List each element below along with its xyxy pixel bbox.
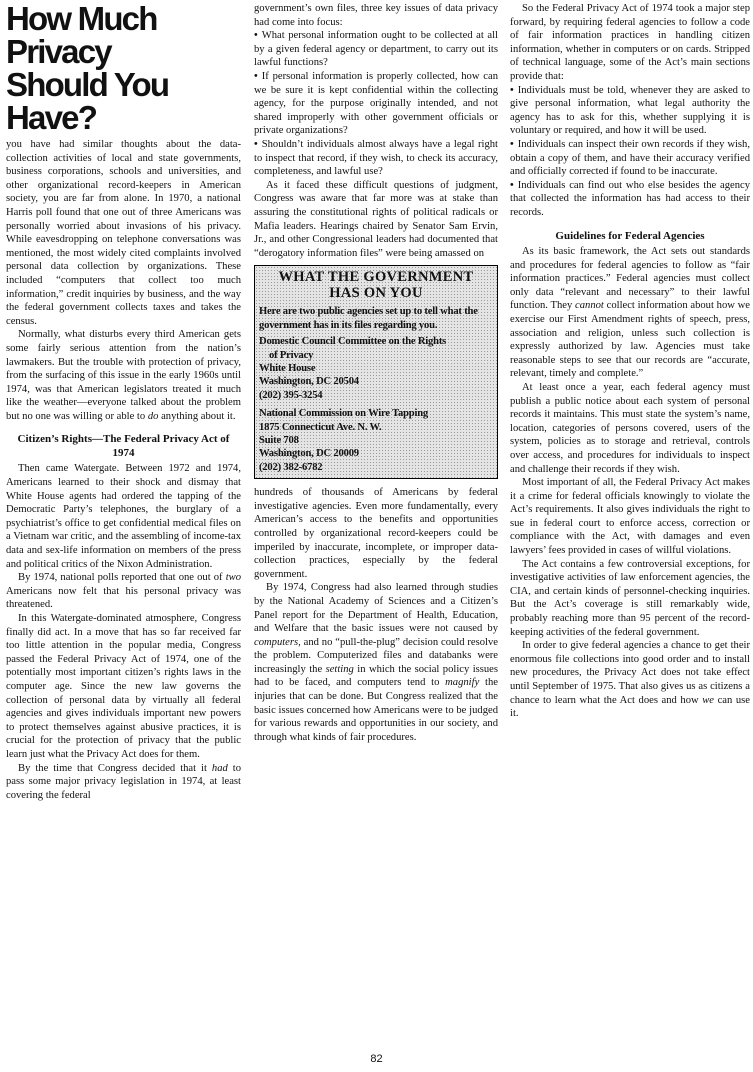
paragraph: hundreds of thousands of Americans by federal investigative agencies. Even more fundamentally, every American’s access to the benefits and opportunities controlled by organizational record-keepers could be imperiled by inaccurate, incomplete, or improper data-collection practices, especially by the federal government. bbox=[254, 487, 498, 580]
paragraph: Most important of all, the Federal Privacy Act makes it a crime for federal officials knowingly to violate the Act’s requirements. It also gives individuals the right to sue in federal court to enforce access, correction or compliance with the Act, with damages and even lawyers’ fees provided in cases of willful violations. bbox=[510, 477, 750, 557]
section-heading: Guidelines for Federal Agencies bbox=[555, 229, 705, 242]
agency-2-address: 1875 Connecticut Ave. N. W. bbox=[259, 421, 382, 433]
box-heading-line-2: HAS ON YOU bbox=[329, 285, 423, 302]
column-3 bbox=[510, 2, 750, 721]
text-run: By 1974, national polls reported that one out of bbox=[18, 572, 226, 584]
box-heading-line-1: WHAT THE GOVERNMENT bbox=[278, 269, 474, 286]
paragraph bbox=[6, 328, 241, 423]
emphasis: setting bbox=[325, 663, 354, 675]
text-run: the injuries that can be done. But Congress realized that the basic issues concerned how Americans were to be judged for various rewards and opportunities in our society, and through what kinds of fair procedures. bbox=[254, 677, 498, 743]
agency-2-phone: (202) 382-6782 bbox=[259, 461, 323, 473]
agency-2-suite: Suite 708 bbox=[259, 434, 299, 446]
emphasis: magnify bbox=[445, 677, 480, 689]
agency-1-address: White House bbox=[259, 362, 316, 374]
agency-2-city: Washington, DC 20009 bbox=[259, 448, 359, 460]
title-line-2: Should You Have? bbox=[6, 66, 169, 136]
text-run: By the time that Congress decided that it bbox=[18, 762, 212, 774]
paragraph bbox=[6, 762, 241, 803]
section-heading: Citizen’s Rights—The Federal Privacy Act of 1974 bbox=[17, 433, 230, 459]
text-run: In order to give federal agencies a chance to get their enormous file collections into good order and to install new procedures, the Privacy Act does not take effect until September of 1975. That also gives us as citizens a chance to learn what the Act does and how bbox=[510, 640, 750, 706]
emphasis: do bbox=[147, 410, 159, 422]
paragraph: So the Federal Privacy Act of 1974 took a major step forward, by requiring federal agencies to follow a code of fair information practices in handling citizen information, whether in computers or on cards. Stripped of technical language, some of the Act’s main sections provide that: bbox=[510, 3, 750, 82]
list-item: • Individuals must be told, whenever they are asked to give personal information, what legal authority the agency has to ask for this, whether supplying it is voluntary or required, and how it will be used. bbox=[510, 84, 750, 138]
paragraph: In this Watergate-dominated atmosphere, Congress finally did act. In a move that has so far received far too little attention in the popular media, Congress passed the Federal Privacy Act of 1974, one of the potentially most important citizen’s rights laws in the computer age. Since the new law governs the collection of personal data by virtually all federal agencies and gives individuals important new powers to protect themselves against abusive practices, it is crucial for the protection of privacy that the public learn just what the Privacy Act does for them. bbox=[6, 613, 241, 760]
paragraph: The Act contains a few controversial exceptions, for investigative activities of law enforcement agencies, the CIA, and certain kinds of personnel-checking inquiries. But the Act’s coverage is still remarkably wide, probably reaching more than 95 percent of the record-keeping activities of the federal government. bbox=[510, 558, 750, 638]
emphasis: cannot bbox=[575, 300, 604, 312]
text-run: and no “pull-the-plug” decision could resolve the problem. Computerized files and databanks were increasingly the bbox=[254, 636, 498, 675]
bullet-list bbox=[254, 29, 498, 179]
text-run: to pass some major privacy legislation in 1974, at least covering the federal bbox=[6, 762, 242, 801]
text-run: As its basic framework, the Act sets out standards and procedures for federal agencies to follow as “fair information practices.” Federal agencies must collect only data “relevant and necessary” to their lawful function. They bbox=[510, 246, 750, 312]
box-heading bbox=[259, 269, 493, 301]
text-run: can use it. bbox=[510, 694, 750, 720]
column-2 bbox=[254, 2, 498, 744]
agency-1-phone: (202) 395-3254 bbox=[259, 389, 323, 401]
emphasis: had bbox=[211, 762, 228, 774]
text-run: in which the social policy issues had to be faced, and computers tend to bbox=[254, 663, 499, 689]
agency-1-name: Domestic Council Committee on the Rights bbox=[259, 336, 447, 348]
agency-2-name: National Commission on Wire Tapping bbox=[259, 408, 429, 420]
text-run: By 1974, Congress had also learned through studies by the National Academy of Sciences and a Citizen’s Panel report for the Department of Health, Education, and Welfare that the basic issues were not caused by bbox=[254, 582, 498, 635]
list-item: • What personal information ought to be collected at all by a given federal agency or department, to carry out its lawful functions? bbox=[254, 29, 498, 70]
text-run: Americans now felt that his personal privacy was threatened. bbox=[6, 585, 241, 611]
article-title bbox=[6, 2, 241, 134]
paragraph: As it faced these difficult questions of judgment, Congress was aware that far more was at stake than assuring the constitutional rights of political radicals or Mafia leaders. Hearings chaired by Senator Sam Ervin, Jr., and other Congressional leaders had documented that “derogatory information files” were being amassed on bbox=[254, 179, 498, 259]
column-1 bbox=[6, 2, 241, 802]
page-number: 82 bbox=[370, 1053, 383, 1065]
agency-1-name-cont: of Privacy bbox=[269, 349, 314, 361]
paragraph: government’s own files, three key issues of data privacy had come into focus: bbox=[254, 3, 498, 28]
bullet-list bbox=[510, 84, 750, 220]
paragraph bbox=[6, 571, 241, 612]
text-run: collect information about how we exercise our First Amendment rights of speech, press, association and religion, unless such collection is expressly authorized by law. Agencies must take reasonable steps to see that our records are “accurate, relevant, timely and complete.” bbox=[510, 300, 750, 380]
list-item: • If personal information is properly collected, how can we be sure it is kept confidential within the collecting agency, for the purpose originally intended, and not shared improperly with other government officials or private organizations? bbox=[254, 70, 498, 138]
paragraph: At least once a year, each federal agency must publish a public notice about each system of personal records it maintains. This must state the system’s name, location, categories of persons covered, users of the system, policies as to storage and retrieval, controls over access, and procedures for individuals to inspect and challenge their records if they wish. bbox=[510, 381, 750, 475]
title-line-1: How Much Privacy bbox=[6, 0, 157, 70]
paragraph bbox=[510, 245, 750, 381]
list-item: • Individuals can find out who else besides the agency that collected the information has had access to their records. bbox=[510, 179, 750, 220]
paragraph: Then came Watergate. Between 1972 and 1974, Americans learned to their shock and dismay that White House agents had ordered the tapping of the Democratic Party’s telephones, the burglary of a psychiatrist’s office to get confidential medical files on a Vietnam war critic, and the assembling of income-tax data and sex-life information on members of the press and political critics of the Nixon Administration. bbox=[6, 463, 241, 570]
paragraph bbox=[510, 639, 750, 721]
list-item: • Shouldn’t individuals almost always have a legal right to inspect that record, if they wish, to check its accuracy, completeness, and lawful use? bbox=[254, 138, 498, 179]
emphasis: we bbox=[702, 694, 715, 706]
emphasis: two bbox=[225, 572, 241, 584]
sidebar-box bbox=[254, 265, 498, 479]
emphasis: computers, bbox=[254, 636, 301, 648]
paragraph: you have had similar thoughts about the data-collection activities of local and state governments, business corporations, schools and universities, and other organizational record-keepers in American society, you are far from alone. In 1970, a national Harris poll found that one out of three Americans was personally worried about invasions of his privacy. While eavesdropping on telephone conversations was mentioned, the most widely cited complaints involved personal data collection by organizations. These included “computers that collect too much information,” credit inquiries by business, and the way the federal government collects taxes and takes the census. bbox=[6, 139, 241, 327]
text-run: anything about it. bbox=[158, 410, 236, 422]
box-text: Here are two public agencies set up to tell what the government has in its files regarding you. bbox=[259, 306, 478, 331]
paragraph bbox=[254, 581, 498, 744]
agency-1-city: Washington, DC 20504 bbox=[259, 376, 359, 388]
list-item: • Individuals can inspect their own records if they wish, obtain a copy of them, and have their accuracy verified and officially corrected if found to be inaccurate. bbox=[510, 138, 750, 179]
text-run: Normally, what disturbs every third American gets some fairly serious attention from the nation’s lawmakers. But the trouble with protection of privacy, from the surfacing of this issue in the early 1960s until 1974, was that American legislators treated it much like the weather—everyone talked about the problem but no one was willing or able to bbox=[6, 329, 241, 422]
